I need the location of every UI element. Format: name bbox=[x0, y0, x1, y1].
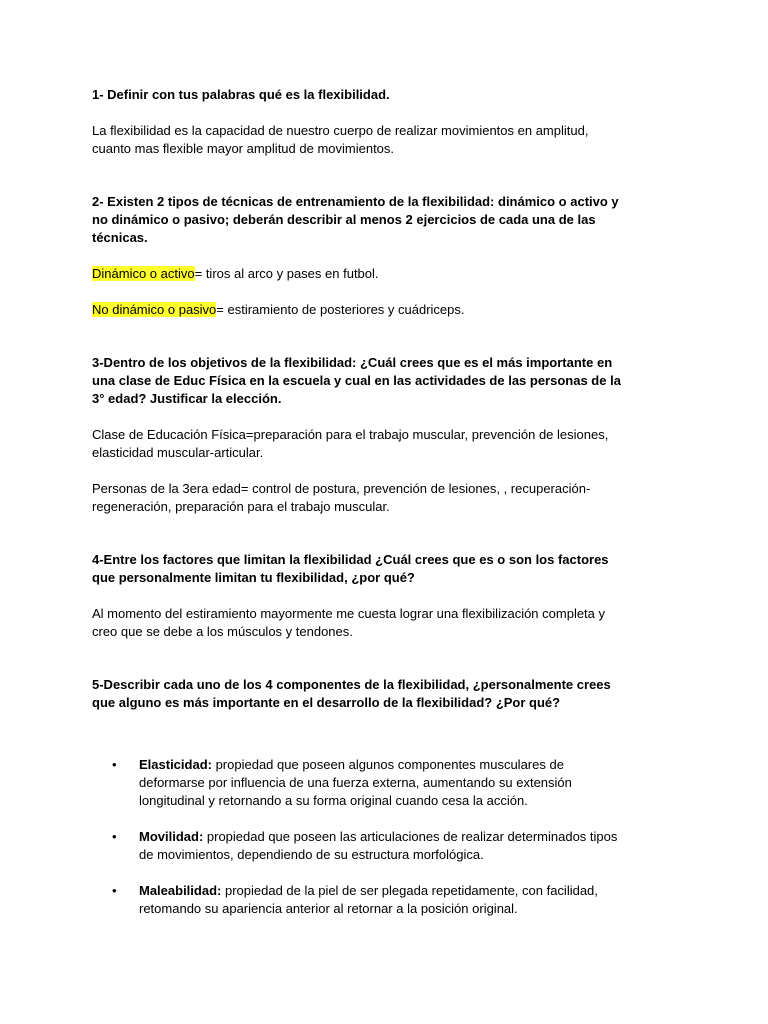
answer-2-dynamic-text: = tiros al arco y pases en futbol. bbox=[194, 266, 379, 281]
list-item bbox=[92, 828, 692, 864]
item-text: longitudinal y retornando a su forma original cuando cesa la acción. bbox=[139, 793, 528, 808]
answer-3-elderly-line-2: regeneración, preparación para el trabajo muscular. bbox=[92, 499, 390, 514]
question-4-line-2: que personalmente limitan tu flexibilidad, ¿por qué? bbox=[92, 570, 415, 585]
term-movilidad: Movilidad: bbox=[139, 829, 204, 844]
question-3-line-3: 3° edad? Justificar la elección. bbox=[92, 391, 282, 406]
answer-4 bbox=[92, 605, 692, 641]
bullet-icon: • bbox=[112, 883, 117, 898]
document-page bbox=[92, 86, 692, 918]
answer-3-school bbox=[92, 426, 692, 462]
answer-2-passive bbox=[92, 301, 692, 319]
question-1: 1- Definir con tus palabras qué es la flexibilidad. bbox=[92, 87, 390, 102]
question-2-line-3: técnicas. bbox=[92, 230, 148, 245]
components-list bbox=[92, 756, 692, 918]
question-3-line-2: una clase de Educ Física en la escuela y cual en las actividades de las personas de la bbox=[92, 373, 621, 388]
question-4-line-1: 4-Entre los factores que limitan la flexibilidad ¿Cuál crees que es o son los factores bbox=[92, 552, 609, 567]
term-maleabilidad: Maleabilidad: bbox=[139, 883, 222, 898]
answer-3-school-line-2: elasticidad muscular-articular. bbox=[92, 445, 264, 460]
term-elasticidad: Elasticidad: bbox=[139, 757, 212, 772]
item-text: retomando su apariencia anterior al retornar a la posición original. bbox=[139, 901, 518, 916]
answer-3-elderly-line-1: Personas de la 3era edad= control de postura, prevención de lesiones, , recuperación- bbox=[92, 481, 591, 496]
bullet-icon: • bbox=[112, 757, 117, 772]
question-2 bbox=[92, 193, 692, 247]
item-text: propiedad que poseen algunos componentes musculares de bbox=[211, 757, 564, 772]
question-5 bbox=[92, 676, 692, 712]
list-item bbox=[92, 882, 692, 918]
answer-2-dynamic bbox=[92, 265, 692, 283]
highlight-dynamic: Dinámico o activo bbox=[92, 266, 195, 281]
question-5-line-1: 5-Describir cada uno de los 4 componentes de la flexibilidad, ¿personalmente crees bbox=[92, 677, 611, 692]
bullet-icon: • bbox=[112, 829, 117, 844]
item-text: propiedad que poseen las articulaciones de realizar determinados tipos bbox=[203, 829, 618, 844]
item-text: deformarse por influencia de una fuerza externa, aumentando su extensión bbox=[139, 775, 572, 790]
question-3 bbox=[92, 354, 692, 408]
answer-3-elderly bbox=[92, 480, 692, 516]
question-3-line-1: 3-Dentro de los objetivos de la flexibilidad: ¿Cuál crees que es el más importante en bbox=[92, 355, 613, 370]
item-text: propiedad de la piel de ser plegada repetidamente, con facilidad, bbox=[221, 883, 598, 898]
question-2-line-2: no dinámico o pasivo; deberán describir al menos 2 ejercicios de cada una de las bbox=[92, 212, 596, 227]
answer-4-line-1: Al momento del estiramiento mayormente me cuesta lograr una flexibilización completa y bbox=[92, 606, 606, 621]
answer-4-line-2: creo que se debe a los músculos y tendones. bbox=[92, 624, 353, 639]
highlight-passive: No dinámico o pasivo bbox=[92, 302, 217, 317]
answer-1 bbox=[92, 122, 692, 158]
answer-1-line-2: cuanto mas flexible mayor amplitud de movimientos. bbox=[92, 141, 395, 156]
answer-2-passive-text: = estiramiento de posteriores y cuádriceps. bbox=[216, 302, 465, 317]
item-text: de movimientos, dependiendo de su estructura morfológica. bbox=[139, 847, 484, 862]
list-item bbox=[92, 756, 692, 810]
question-4 bbox=[92, 551, 692, 587]
question-2-line-1: 2- Existen 2 tipos de técnicas de entrenamiento de la flexibilidad: dinámico o activo y bbox=[92, 194, 619, 209]
answer-3-school-line-1: Clase de Educación Física=preparación para el trabajo muscular, prevención de lesiones, bbox=[92, 427, 609, 442]
answer-1-line-1: La flexibilidad es la capacidad de nuestro cuerpo de realizar movimientos en amplitud, bbox=[92, 123, 589, 138]
question-5-line-2: que alguno es más importante en el desarrollo de la flexibilidad? ¿Por qué? bbox=[92, 695, 561, 710]
